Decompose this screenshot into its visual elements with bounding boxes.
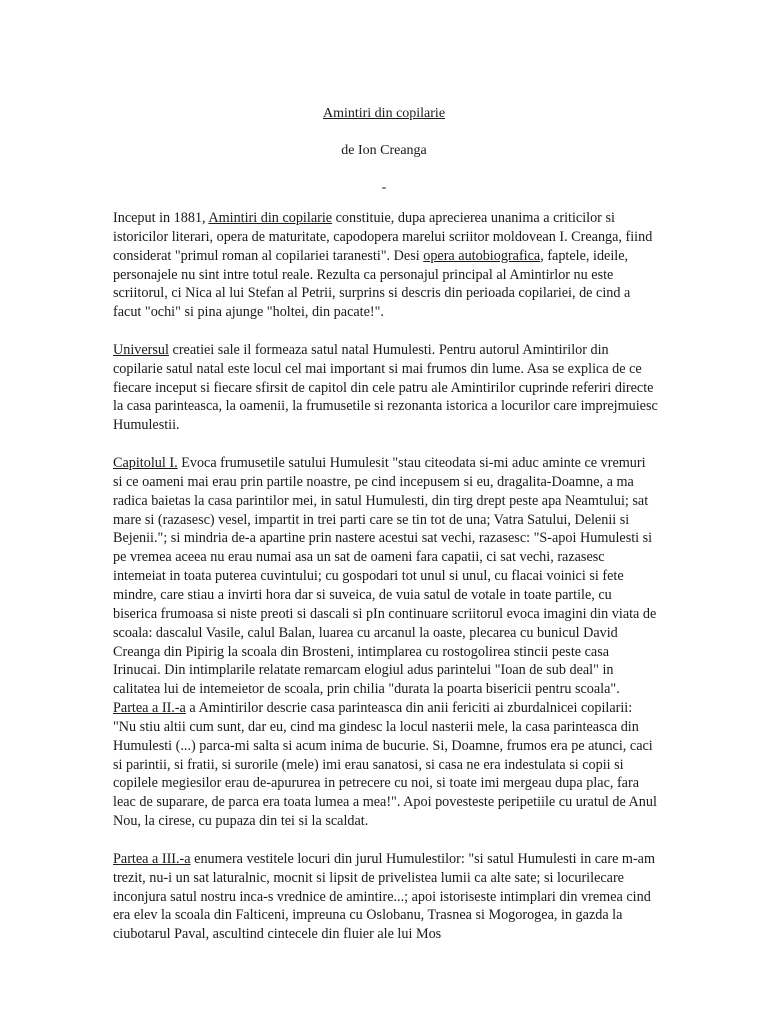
text-run: Inceput in 1881,: [113, 210, 209, 226]
link-partea-3[interactable]: Partea a III.-a: [113, 850, 191, 867]
text-run: enumera vestitele locuri din jurul Humulestilor: "si satul Humulesti in care m-am trezit, nu-i un sat laturalnic, mocnit si lipsit de privelistea lumii ca alte sate; si locurilecare inconjura satul nostru inca-s vrednice de amintire...; apoi istoriseste intimplari din vremea cind era elev la scoala din Falticeni, impreuna cu Oslobanu, Trasnea si Mogorogea, in gazda la ciubotarul Paval, ascultind cintecele din fluier ale lui Mos: [113, 850, 656, 943]
document-title: Amintiri din copilarie: [322, 106, 446, 121]
paragraph-capitolul-1: [113, 454, 658, 831]
link-universul[interactable]: Universul: [113, 341, 169, 358]
text-run: constituie, dupa aprecierea unanima a criticilor si istoricilor literari, opera de maturitate, capodopera marelui scriitor moldovean I. Creanga, fiind considerat "primul roman al copilariei taranesti". Desi: [113, 210, 653, 264]
paragraph-intro: [113, 209, 658, 322]
text-run: creatiei sale il formeaza satul natal Humulesti. Pentru autorul Amintirilor din copilarie satul natal este locul cel mai important si mai frumos din lume. Asa se explica de ce fiecare inceput si fiecare sfirsit de capitol din cele patru ale Amintirilor cuprinde referiri directe la casa parinteasca, la oamenii, la frumusetile si rezonanta istorica a locurilor care imprejmuiesc Humulestii.: [113, 341, 658, 434]
link-partea-2[interactable]: Partea a II.-a: [113, 700, 186, 717]
text-run: a Amintirilor descrie casa parinteasca din anii fericiti ai zburdalnicei copilarii: "Nu stiu altii cum sunt, dar eu, cind ma gindesc la locul nasterii mele, la casa parinteasca din Humulesti (...) parca-mi salta si acum inima de bucurie. Si, Doamne, frumos era pe atunci, caci si parintii, si fratii, si surorile (mele) imi erau sanatosi, si casa ne era indestulata si copii si copilele megiesilor erau de-apururea in petrecere cu noi, si toate imi mergeau dupa plac, fara leac de suparare, de parca era toata lumea a mea!". Apoi povesteste peripetiile cu uratul de Anul Nou, la cirese, cu pupaza din tei si la scaldat.: [113, 700, 657, 830]
text-run: , faptele, ideile, personajele nu sint intre totul reale. Rezulta ca personajul principal al Amintirlor nu este scriitorul, ci Nica al lui Stefan al Petrii, surprins si descris din perioada copilariei, de cind a facut "ochi" si pina ajunge "holtei, din pacate!".: [113, 247, 631, 321]
link-amintiri[interactable]: Amintiri din copilarie: [208, 210, 333, 226]
link-capitolul-1[interactable]: Capitolul I.: [113, 455, 178, 472]
link-opera-autobiografica[interactable]: opera autobiografica: [423, 247, 541, 264]
paragraph-universul: [113, 341, 658, 435]
separator: -: [381, 180, 387, 195]
document-body: [113, 209, 658, 963]
text-run: Evoca frumusetile satului Humulesit "stau citeodata si-mi aduc aminte ce vremuri si ce oameni mai erau prin partile noastre, pe cind incepusem si eu, dragalita-Doamne, a ma radica baietas la casa parintilor mei, in satul Humulesti, din tirg drept peste apa Neamtului; sat mare si (razasesc) vesel, impartit in trei parti care se tin tot de una; Vatra Satului, Delenii si Bejenii."; si mindria de-a apartine prin nastere acestui sat vechi, razasesc: "S-apoi Humulesti si pe vremea aceea nu erau numai asa un sat de oameni fara capatii, ci sat vechi, razasesc intemeiat in toata puterea cuvintului; cu gospodari tot unul si unul, cu flacai voinici si fete mindre, care stiau a invirti hora dar si suveica, de vuia satul de votale in toate partile, cu biserica frumoasa si niste preoti si dascali si pIn continuare scriitorul evoca imagini din viata de scoala: dascalul Vasile, calul Balan, luarea cu arcanul la oaste, plecarea cu bunicul David Creanga din Pipirig la scoala din Brosteni, intimplarea cu rostogolirea stincii peste casa Irinucai. Din intimplarile relatate remarcam elogiul adus parintelui "Ioan de sub deal" in calitatea lui de intemeietor de scoala, prin chilia "durata la poarta bisericii pentru scoala".: [113, 455, 657, 698]
document-author: de Ion Creanga: [341, 143, 427, 158]
paragraph-partea-3: [113, 850, 658, 944]
